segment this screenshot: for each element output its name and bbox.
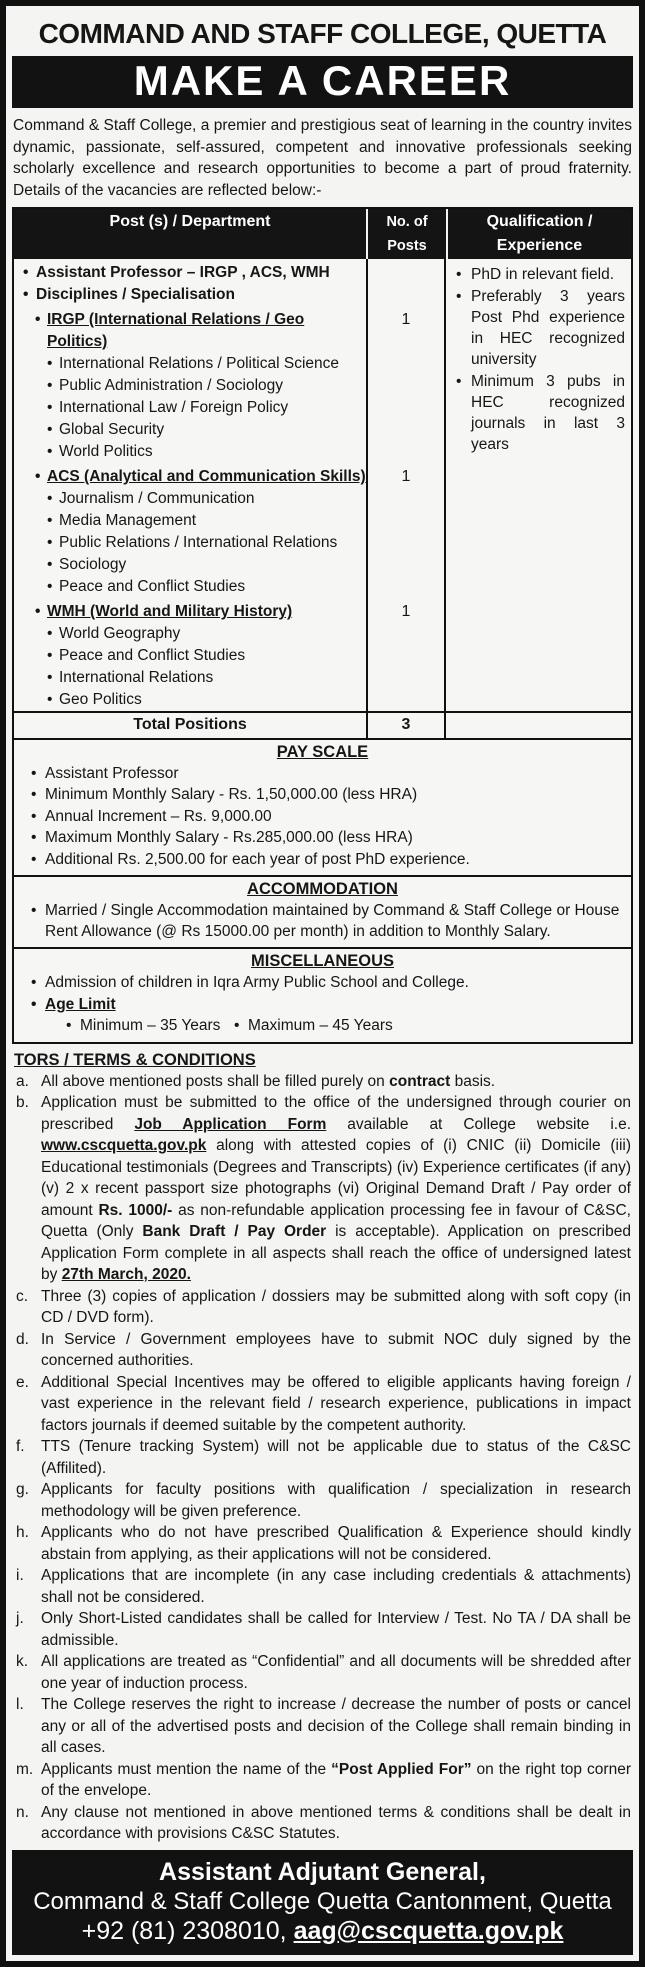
college-title: COMMAND AND STAFF COLLEGE, QUETTA [38,18,607,49]
total-positions-empty-cell [446,713,631,738]
footer-contact-banner [12,1850,633,1955]
post-count: 1 [366,598,446,711]
post-group-item: • Media Management [14,510,366,532]
pay-scale-list [22,763,623,871]
term-item [14,1329,631,1372]
term-letter: f. [16,1438,25,1455]
post-group-item: • Sociology [14,554,366,576]
column-header-no-of-posts: No. of Posts [366,209,446,259]
term-text: All above mentioned posts shall be filled purely on contract basis. [41,1072,496,1090]
term-letter: e. [16,1373,29,1391]
pay-scale-item: • Maximum Monthly Salary - Rs.285,000.00 (less HRA) [22,827,623,849]
term-text: The College reserves the right to increase / decrease the number of posts or cancel any or all of the advertised posts and decision of the College shall remain binding in all cases. [41,1696,631,1756]
qualification-cell [446,259,631,711]
post-intro-cell [14,259,366,306]
term-text: Applications that are incomplete (in any case including credentials & attachments) shall not be considered. [41,1567,631,1606]
pay-scale-item: • Assistant Professor [22,763,623,785]
pay-scale-section [12,738,633,878]
term-letter: d. [16,1330,29,1348]
post-group-item: • Public Relations / International Relations [14,532,366,554]
miscellaneous-section [12,947,633,1044]
term-text: Applicants must mention the name of the “Post Applied For” on the right top corner of the envelope. [41,1760,631,1799]
post-group [14,306,366,463]
term-letter: n. [16,1803,29,1821]
term-letter: l. [16,1696,24,1713]
pay-scale-item: • Additional Rs. 2,500.00 for each year of post PhD experience. [22,849,623,871]
term-letter: a. [16,1072,29,1090]
accommodation-list [22,900,623,943]
age-minimum: • Minimum – 35 Years [64,1015,232,1037]
term-text: Applicants who do not have prescribed Qualification & Experience should kindly abstain from applying, as their applications will not be considered. [41,1524,631,1563]
age-limit-label: Age Limit [45,995,116,1013]
post-count: 1 [366,306,446,463]
term-text: Any clause not mentioned in above mentioned terms & conditions shall be dealt in accordance with provisions C&SC Statutes. [41,1803,631,1842]
term-letter: j. [16,1610,24,1627]
pay-scale-title: PAY SCALE [276,742,369,761]
footer-address: Command & Staff College Quetta Cantonment, Quetta [33,1887,612,1915]
term-item [14,1608,631,1651]
qualification-item: • PhD in relevant field. [452,264,625,285]
term-item [14,1092,631,1286]
qualification-item: • Minimum 3 pubs in HEC recognized journals in last 3 years [452,371,625,455]
term-item [14,1071,631,1093]
term-text: Three (3) copies of application / dossiers may be submitted along with soft copy (in CD / DVD form). [41,1287,631,1326]
term-item [14,1651,631,1694]
post-group-item: • Peace and Conflict Studies [14,645,366,667]
term-letter: h. [16,1524,29,1541]
term-item [14,1479,631,1522]
term-item [14,1436,631,1479]
post-intro-item: • Disciplines / Specialisation [14,284,366,306]
post-group-item: • Peace and Conflict Studies [14,576,366,598]
terms-list [14,1071,631,1845]
post-group-item: • International Relations / Political Science [14,353,366,375]
term-text: TTS (Tenure tracking System) will not be applicable due to status of the C&SC (Affilited). [41,1438,631,1477]
accommodation-item: • Married / Single Accommodation maintained by Command & Staff College or House Rent Allowance (@ Rs 15000.00 per month) in addition to Monthly Salary. [22,900,623,943]
vacancy-table-header [14,209,631,259]
vacancy-table-body [14,259,631,711]
term-letter: m. [16,1760,34,1778]
banner-text: MAKE A CAREER [133,57,512,104]
posts-count-spacer [366,259,446,306]
footer-email: aag@cscquetta.gov.pk [293,1916,564,1945]
term-letter: i. [16,1567,24,1584]
post-group [14,598,366,711]
term-item [14,1286,631,1329]
total-positions-label: Total Positions [133,716,247,733]
post-group-title: • ACS (Analytical and Communication Skills) [14,466,366,488]
accommodation-title: ACCOMMODATION [247,879,398,898]
miscellaneous-list [22,972,623,994]
column-header-qualification: Qualification / Experience [446,209,631,259]
miscellaneous-title: MISCELLANEOUS [250,952,394,970]
post-group-item: • World Politics [14,441,366,463]
make-a-career-banner [12,56,633,108]
post-group-item: • Public Administration / Sociology [14,375,366,397]
post-group-title: • IRGP (International Relations / Geo Politics) [14,309,366,353]
term-letter: k. [16,1653,29,1670]
terms-and-conditions-section [14,1049,631,1845]
qualification-item: • Preferably 3 years Post Phd experience in HEC recognized university [452,286,625,370]
term-text: Additional Special Incentives may be offered to eligible applicants having foreign / vast experience in the relevant field / research experience, publications in impact factors journals if deemed suitable by the competent authority. [41,1373,631,1434]
term-text: All applications are treated as “Confidential” and all documents will be shredded after one year of induction process. [41,1653,631,1692]
term-text: Application must be submitted to the office of the undersigned through courier on prescribed Job Application Form available at College website i.e. www.cscquetta.gov.pk along with attested copies of (i) CNIC (ii) Domicile (iii) Educational testimonials (Degrees and Transcripts) (iv) Experience certificates (if any) (v) 2 x recent passport size photographs (vi) Original Demand Draft / Pay order of amount Rs. 1000/- as non-refundable application processing fee in favour of C&SC, Quetta (Only Bank Draft / Pay Order is acceptable). Application on prescribed Application Form complete in all aspects shall reach the office of undersigned latest by 27th March, 2020. [41,1094,632,1283]
post-group-item: • International Law / Foreign Policy [14,397,366,419]
post-count: 1 [366,463,446,598]
pay-scale-item: • Minimum Monthly Salary - Rs. 1,50,000.00 (less HRA) [22,784,623,806]
age-limit-values [22,1015,623,1037]
intro-paragraph: Command & Staff College, a premier and prestigious seat of learning in the country invites dynamic, passionate, self-assured, competent and innovative professionals seeking scholarly excellence and research opportunities to become a part of proud fraternity. Details of the vacancies are reflected below:- [13,117,632,199]
post-group-title: • WMH (World and Military History) [14,601,366,623]
footer-signatory: Assistant Adjutant General, [159,1857,486,1886]
pay-scale-item: • Annual Increment – Rs. 9,000.00 [22,806,623,828]
post-group [14,463,366,598]
total-positions-row [14,711,631,738]
term-item [14,1565,631,1608]
total-positions-value: 3 [366,713,446,738]
term-text: Only Short-Listed candidates shall be called for Interview / Test. No TA / DA shall be admissible. [41,1610,631,1649]
vacancy-table [12,207,633,740]
column-header-post-department: Post (s) / Department [109,213,271,230]
term-item [14,1694,631,1759]
term-text: In Service / Government employees have to submit NOC duly signed by the concerned authorities. [41,1330,631,1369]
footer-phone-email [16,1916,629,1946]
post-group-item: • International Relations [14,667,366,689]
term-item [14,1372,631,1437]
term-letter: c. [16,1287,29,1305]
age-maximum: • Maximum – 45 Years [232,1015,393,1037]
post-intro-item: • Assistant Professor – IRGP , ACS, WMH [14,262,366,284]
post-group-item: • Global Security [14,419,366,441]
accommodation-section [12,875,633,950]
term-letter: g. [16,1481,29,1498]
terms-title: TORS / TERMS & CONDITIONS [14,1050,256,1069]
post-group-item: • Geo Politics [14,689,366,711]
miscellaneous-item: • Admission of children in Iqra Army Public School and College. [22,972,623,994]
term-item [14,1522,631,1565]
age-limit-item [22,994,623,1016]
term-letter: b. [16,1094,29,1111]
term-item [14,1802,631,1845]
post-group-item: • World Geography [14,623,366,645]
footer-phone: +92 (81) 2308010, [81,1916,294,1945]
term-item [14,1759,631,1802]
post-group-item: • Journalism / Communication [14,488,366,510]
term-text: Applicants for faculty positions with qualification / specialization in research methodology will be given preference. [41,1481,631,1520]
